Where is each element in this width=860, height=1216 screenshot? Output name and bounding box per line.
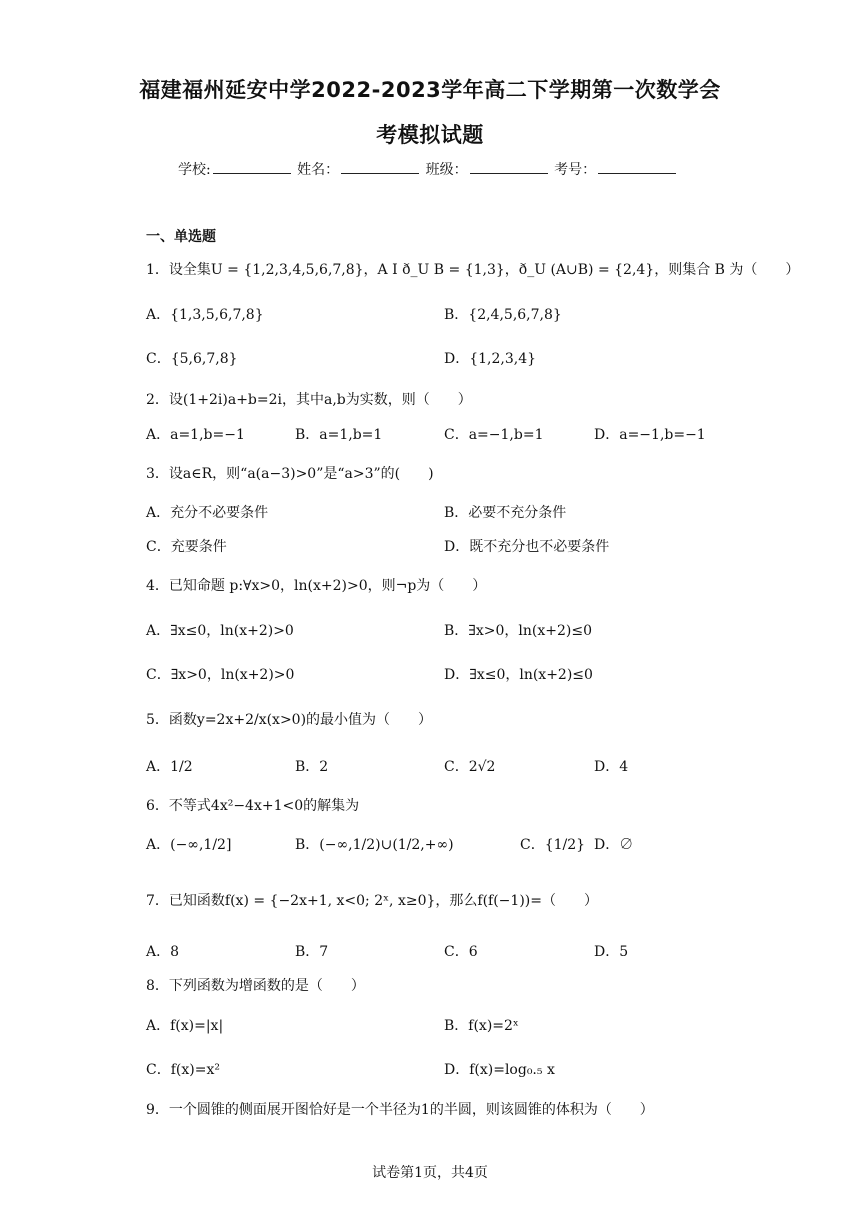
q7-option-c: C．6 xyxy=(444,944,478,960)
id-label: 考号： xyxy=(554,162,597,178)
q8-option-c: C．f(x)=x² xyxy=(146,1062,220,1078)
q4-option-d: D．∃x≤0，ln(x+2)≤0 xyxy=(444,667,593,683)
q6-option-a: A．(−∞,1/2] xyxy=(146,837,232,853)
q7-option-a: A．8 xyxy=(146,944,180,960)
q6-option-d: D．∅ xyxy=(594,837,634,853)
question-4: 4．已知命题 p:∀x>0，ln(x+2)>0，则¬p为（ ） xyxy=(146,578,487,594)
school-label: 学校: xyxy=(178,162,211,178)
q3-option-c: C．充要条件 xyxy=(146,539,227,555)
class-blank xyxy=(470,161,548,174)
question-9: 9．一个圆锥的侧面展开图恰好是一个半径为1的半圆，则该圆锥的体积为（ ） xyxy=(146,1102,654,1118)
q2-option-b: B．a=1,b=1 xyxy=(295,427,383,443)
class-label: 班级： xyxy=(425,162,468,178)
q5-option-c: C．2√2 xyxy=(444,759,496,775)
question-1 xyxy=(146,259,799,279)
q1-option-b: B．{2,4,5,6,7,8} xyxy=(444,307,562,323)
q1-option-d: D．{1,2,3,4} xyxy=(444,351,537,367)
q3-option-d: D．既不充分也不必要条件 xyxy=(444,539,610,555)
q2-option-a: A．a=1,b=−1 xyxy=(146,427,245,443)
question-stem: 1．设全集U = {1,2,3,4,5,6,7,8}，A I ð_U B = {1,3}，ð_U (A∪B) = {2,4}，则集合 B 为（ ） xyxy=(146,262,800,278)
student-info-row xyxy=(178,159,678,179)
question-2: 2．设(1+2i)a+b=2i，其中a,b为实数，则（ ） xyxy=(146,392,472,408)
q4-option-a: A．∃x≤0，ln(x+2)>0 xyxy=(146,623,294,639)
q5-option-a: A．1/2 xyxy=(146,759,193,775)
name-label: 姓名： xyxy=(297,162,340,178)
q4-option-c: C．∃x>0，ln(x+2)>0 xyxy=(146,667,295,683)
exam-title-line1: 福建福州延安中学2022-2023学年高二下学期第一次数学会 xyxy=(139,78,721,102)
q4-option-b: B．∃x>0，ln(x+2)≤0 xyxy=(444,623,593,639)
q6-option-b: B．(−∞,1/2)∪(1/2,+∞) xyxy=(295,837,454,853)
name-blank xyxy=(341,161,419,174)
q5-option-b: B．2 xyxy=(295,759,329,775)
question-6: 6．不等式4x²−4x+1<0的解集为 xyxy=(146,798,360,814)
q1-option-c: C．{5,6,7,8} xyxy=(146,351,238,367)
school-blank xyxy=(213,161,291,174)
q1-option-a: A．{1,3,5,6,7,8} xyxy=(146,307,264,323)
q8-option-a: A．f(x)=|x| xyxy=(146,1018,224,1034)
q8-option-d: D．f(x)=log₀.₅ x xyxy=(444,1062,555,1078)
q2-option-d: D．a=−1,b=−1 xyxy=(594,427,706,443)
q3-option-a: A．充分不必要条件 xyxy=(146,505,269,521)
q8-option-b: B．f(x)=2ˣ xyxy=(444,1018,519,1034)
q6-option-c: C．{1/2} xyxy=(520,837,586,853)
exam-title-line2: 考模拟试题 xyxy=(376,123,484,147)
q3-option-b: B．必要不充分条件 xyxy=(444,505,567,521)
section-heading: 一、单选题 xyxy=(146,229,216,245)
q5-option-d: D．4 xyxy=(594,759,629,775)
question-8: 8．下列函数为增函数的是（ ） xyxy=(146,978,365,994)
id-blank xyxy=(598,161,676,174)
page-footer: 试卷第1页，共4页 xyxy=(372,1165,488,1181)
question-7: 7．已知函数f(x) = {−2x+1, x<0; 2ˣ, x≥0}，那么f(f(−1))=（ ） xyxy=(146,893,598,909)
q7-option-d: D．5 xyxy=(594,944,629,960)
question-3: 3．设a∈R，则“a(a−3)>0”是“a>3”的( ) xyxy=(146,466,434,482)
q2-option-c: C．a=−1,b=1 xyxy=(444,427,544,443)
question-5: 5．函数y=2x+2/x(x>0)的最小值为（ ） xyxy=(146,712,433,728)
q7-option-b: B．7 xyxy=(295,944,329,960)
